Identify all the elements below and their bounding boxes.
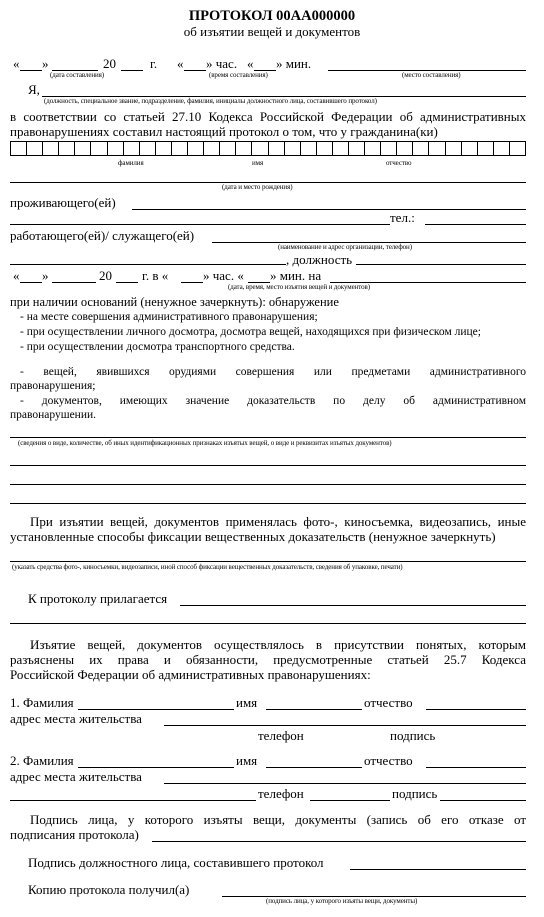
witnesses-text-line1: Изъятие вещей, документов осуществлялось в присутствии понятых, которым [30,637,526,652]
photo-text-line1: При изъятии вещей, документов применялась фото-, киносъемка, видеозапись, иные [30,514,526,529]
caption-items: (сведения о виде, количестве, об иных идентификационных признаках изъятых вещей, о виде и реквизитах изъятых документов) [18,439,392,447]
photo-field[interactable] [10,561,526,562]
residing-field-2[interactable] [10,224,390,225]
witness2-address-label: адрес места жительства [10,769,142,784]
seizure-year-field[interactable] [116,282,138,283]
witness1-name-label: имя [236,695,258,710]
witness2-surname-field[interactable] [78,767,234,768]
time-min-open: « [247,56,254,71]
items-field-3[interactable] [10,484,526,485]
seizure-day-close: » [42,268,49,283]
witness2-sign-field[interactable] [440,800,526,801]
basis-item-1b: правонарушения; [10,380,96,392]
witness2-surname-label: 2. Фамилия [10,753,74,768]
witness2-address-field[interactable] [164,783,526,784]
attached-field-2[interactable] [10,623,526,624]
items-field-1[interactable] [10,437,526,438]
witness1-patronymic-label: отчество [364,695,413,710]
witnesses-text-line3: Российской Федерации об административных правонарушениях: [10,667,371,682]
date-day-open: « [13,56,20,71]
witness2-patronymic-field[interactable] [426,767,526,768]
attached-label: К протоколу прилагается [28,591,168,606]
page-title: ПРОТОКОЛ 00АА000000 [188,8,356,24]
working-label: работающего(ей)/ служащего(ей) [10,228,195,243]
items-field-2[interactable] [10,465,526,466]
photo-text-line2: установленные способы фиксации вещественных доказательств (ненужное зачеркнуть) [10,529,496,544]
caption-photo: (указать средства фото-, киносъемки, видеозаписи, иной способ фиксации вещественных доказательств, сведения об упаковке, печати) [12,563,403,571]
subject-sign-text-line2: подписания протокола) [10,827,139,842]
time-min-close: » мин. [276,56,312,71]
date-day-close: » [42,56,49,71]
seizure-min-close: » мин. на [270,268,322,283]
official-text-line1: в соответствии со статьей 27.10 Кодекса Российской Федерации об административных [10,109,526,124]
date-day-field[interactable] [20,70,42,71]
witness2-sign-label: подпись [392,786,438,801]
date-year-suffix: г. [150,56,158,71]
position-label: , должность [286,252,353,267]
witness2-phone-field[interactable] [310,800,390,801]
caption-date: (дата составления) [50,71,105,79]
witness1-patronymic-field[interactable] [426,709,526,710]
witness1-sign-label: подпись [390,728,436,743]
official-sign-label: Подпись должностного лица, составившего протокол [28,855,324,870]
seizure-year-suffix: г. в « [142,268,169,283]
witness1-address-label: адрес места жительства [10,711,142,726]
official-i-label: Я, [28,82,40,97]
ground-item-2: - при осуществлении личного досмотра, досмотра вещей, находящихся при физическом лице; [20,326,481,338]
residing-field[interactable] [132,209,526,210]
witness1-surname-field[interactable] [78,709,234,710]
items-field-4[interactable] [10,503,526,504]
caption-surname: фамилия [118,159,144,167]
official-sign-field[interactable] [350,869,526,870]
date-year-prefix: 20 [103,56,116,71]
attached-field-1[interactable] [180,605,526,606]
witness2-name-field[interactable] [266,767,362,768]
caption-place: (место составления) [402,71,461,79]
seizure-hour-close: » час. « [203,268,244,283]
tel-label: тел.: [390,210,415,225]
position-prefix-field[interactable] [10,264,286,265]
basis-item-2b: правонарушении. [10,409,97,421]
witnesses-text-line2: разъяснены их права и обязанности, предусмотренные статьей 25.7 Кодекса [10,652,526,667]
seizure-day-open: « [13,268,20,283]
witness1-phone-label: телефон [258,728,304,743]
caption-official: (должность, специальное звание, подразделение, фамилия, инициалы должностного лица, составившего протокол) [44,97,377,105]
ground-item-1: - на месте совершения административного правонарушения; [20,311,318,323]
person-name-cells[interactable] [10,141,526,156]
page-subtitle: об изъятии вещей и документов [183,24,361,39]
seizure-hour-field[interactable] [181,282,203,283]
time-hour-field[interactable] [184,70,206,71]
caption-patronymic: отчество [386,159,412,167]
tel-field[interactable] [425,224,526,225]
official-text-line2: правонарушениях составил настоящий протокол о том, что у гражданина(ки) [10,124,438,139]
basis-item-1a: - вещей, явившихся орудиями совершения или предметами административного [20,366,526,378]
position-field[interactable] [356,264,526,265]
witness2-phone-label: телефон [258,786,304,801]
ground-item-3: - при осуществлении досмотра транспортного средства. [20,341,295,353]
caption-copy: (подпись лица, у которого изъяты вещи, документы) [266,897,418,905]
caption-org: (наименование и адрес организации, телефон) [278,243,412,251]
copy-received-label: Копию протокола получил(а) [28,882,190,897]
witness1-name-field[interactable] [266,709,362,710]
seizure-year-prefix: 20 [99,268,112,283]
witness2-name-label: имя [236,753,258,768]
grounds-heading: при наличии оснований (ненужное зачеркнуть): обнаружение [10,295,339,309]
caption-birth: (дата и место рождения) [222,183,293,191]
witness1-surname-label: 1. Фамилия [10,695,74,710]
residing-label: проживающего(ей) [10,195,116,210]
caption-time: (время составления) [209,71,268,79]
caption-name: имя [252,159,264,167]
date-year-field[interactable] [121,70,143,71]
seizure-month-field[interactable] [52,282,96,283]
witness1-address-field[interactable] [164,725,526,726]
witness2-patronymic-label: отчество [364,753,413,768]
caption-seizure: (дата, время, место изъятия вещей и документов) [228,283,370,291]
time-hour-close: » час. [206,56,238,71]
seizure-day-field[interactable] [20,282,42,283]
time-hour-open: « [177,56,184,71]
basis-item-2a: - документов, имеющих значение доказательств по делу об административном [20,395,526,407]
witness2-extra-field[interactable] [10,800,256,801]
subject-sign-field[interactable] [152,841,526,842]
subject-sign-text-line1: Подпись лица, у которого изъяты вещи, документы (запись об его отказе от [30,812,526,827]
